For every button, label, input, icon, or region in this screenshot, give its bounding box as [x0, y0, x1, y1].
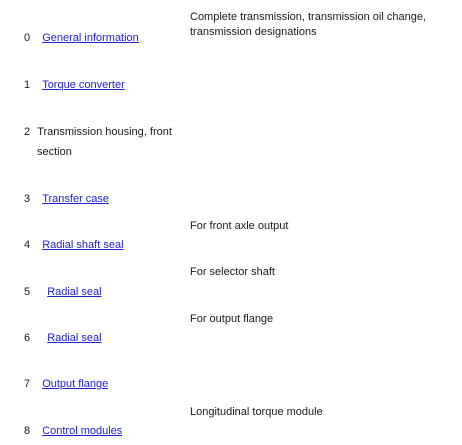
radial-seal-output-link[interactable]: Radial seal [47, 332, 102, 344]
general-information-link[interactable]: General information [42, 32, 139, 44]
entry-number: 0 [24, 32, 31, 44]
output-flange-link[interactable]: Output flange [42, 378, 109, 390]
entry-item [24, 424, 122, 439]
entry-item [24, 192, 109, 207]
entry-description: Longitudinal torque module [190, 406, 323, 418]
entry-item [24, 285, 102, 300]
entry-number: 7 [24, 378, 31, 390]
entry-item [24, 238, 124, 253]
entry-description: For output flange [190, 313, 274, 325]
transmission-housing-label: Transmission housing, front [37, 126, 172, 138]
entry-description: Complete transmission, transmission oil change, transmission designations [190, 11, 426, 38]
entry-item [24, 331, 102, 346]
entry-number: 6 [24, 332, 31, 344]
entry-description: For front axle output [190, 220, 289, 232]
entry-number: 3 [24, 193, 31, 205]
entry-number: 2 [24, 126, 31, 138]
entry-item [24, 78, 125, 93]
transfer-case-link[interactable]: Transfer case [42, 193, 110, 205]
entry-description: For selector shaft [190, 266, 275, 278]
entry-item [24, 125, 172, 140]
radial-shaft-seal-link[interactable]: Radial shaft seal [42, 239, 124, 251]
entry-number: 5 [24, 286, 31, 298]
entry-number: 4 [24, 239, 31, 251]
entry-number: 8 [24, 425, 31, 437]
entry-item [24, 31, 139, 46]
control-modules-link[interactable]: Control modules [42, 425, 123, 437]
transmission-housing-label-continued: section [37, 146, 72, 158]
torque-converter-link[interactable]: Torque converter [42, 79, 125, 91]
radial-seal-selector-link[interactable]: Radial seal [47, 286, 102, 298]
entry-item [24, 377, 108, 392]
entry-number: 1 [24, 79, 31, 91]
